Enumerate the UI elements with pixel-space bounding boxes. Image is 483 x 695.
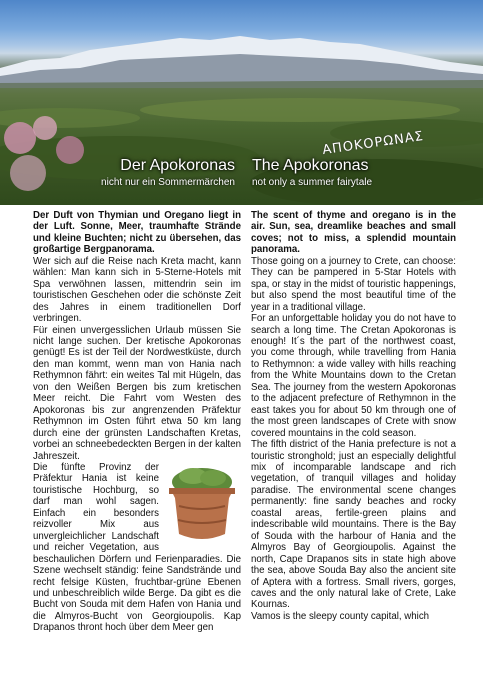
german-title: Der Apokoronas: [120, 157, 235, 174]
greek-logo-text: ΑΠΟΚΟΡΩΝΑΣ: [321, 128, 425, 159]
english-column: [251, 210, 456, 622]
snow-mountains: [0, 28, 483, 88]
english-title: The Apokoronas: [252, 157, 369, 174]
english-paragraph: Vamos is the sleepy county capital, which: [251, 610, 430, 622]
english-paragraph: The fifth district of the Hania prefecture is not a touristic stronghold; just an especially delightful mix of incomparable landscape and rich vegetation, of tranquil villages and holiday paradise. The environmental scene changes permanently: fine sandy beaches and rocky coastal areas, fertile-green plains and indescribable wild mountains. There is the Bay of Souda with the harbour of Hania and the Almyros Bay of Georgioupolis. Against the north, Cape Drapanos sits in state high above the sea, above Souda Bay also the ancient site of Aptera with a fortress. Small rivers, gorges, caves and the only natural lake of Crete, Lake Kournas.: [251, 439, 456, 611]
english-paragraph: Those going on a journey to Crete, can choose: They can be pampered in 5-Star Hotels with spa, or stay in the midst of touristic happenings, but also spend the most beautiful time of the year in a traditional village.: [251, 255, 456, 313]
english-paragraph: For an unforgettable holiday you do not have to search a long time. The Cretan Apokoronas is enough! It´s the part of the northwest coast, you come through, while travelling from Hania to Rethymnon: a wide valley with hills reaching from the White Mountains down to the Cretan Sea. The journey from the western Apokoronas to the adjacent prefecture of Rethymnon in the east takes you for about 50 km through one of the most green landscapes of Crete with snow covered mountains in the cold season.: [251, 313, 456, 439]
english-lead: The scent of thyme and oregano is in the air. Sun, sea, dreamlike beaches and small coves; not to miss, a splendid mountain panorama.: [251, 210, 456, 256]
flower-pot-image: [163, 464, 241, 544]
english-subtitle: not only a summer fairytale: [252, 177, 373, 188]
german-paragraph: Wer sich auf die Reise nach Kreta macht, kann wählen: Man kann sich in 5-Sterne-Hotels mit Spa verwöhnen lassen, mittendrin sein im touristischen Geschehen oder die schönste Zeit des Jahres in einem traditionellen Dorf verbringen.: [33, 255, 241, 325]
german-paragraph: Für einen unvergesslichen Urlaub müssen Sie nicht lange suchen. Der kretische Apokoronas genügt! Es ist der Teil der Nordwestküste, durch den man kommt, wenn man von Hania nach Rethymnon fährt: ein weites Tal mit Hügeln, das von den Weißen Bergen bis zum kretischen Meer reicht. Die Fahrt vom Westen des Apokoronas bis zur angrenzenden Präfektur Rethymnon im Osten führt etwa 50 km lang durch eine der grünsten Landschaften Kretas, vorbei an schneebedeckten Bergen in der kalten Jahreszeit.: [33, 324, 241, 462]
english-title-block: [252, 157, 483, 189]
german-subtitle: nicht nur ein Sommermärchen: [101, 177, 235, 188]
german-column: [33, 210, 241, 634]
german-title-block: [0, 157, 235, 189]
hero-landscape-photo: [0, 0, 483, 205]
german-paragraph: Die fünfte Provinz der Präfektur Hania ist keine touristische Hochburg, so darf man wohl sagen. Einfach ein besonders reizvoller Mix aus unvergleichlicher Landschaft und reicher Vegetation, aus beschaulichen Dörfern und Ferienparadies. Die Szene wechselt ständig: feine Sandstrände und recht felsige Küsten, fruchtbar-grüne Ebenen und unbeschreiblich wilde Berge. Da gibt es die Bucht von Souda mit dem Hafen von Hania und die Almyros-Bucht von Georgioupolis. Kap Drapanos thront hoch über dem Meer gen: [33, 461, 241, 634]
german-lead: Der Duft von Thymian und Oregano liegt in der Luft. Sonne, Meer, traumhafte Strände und kleine Buchten; nicht zu übersehen, das großartige Bergpanorama.: [33, 210, 241, 256]
